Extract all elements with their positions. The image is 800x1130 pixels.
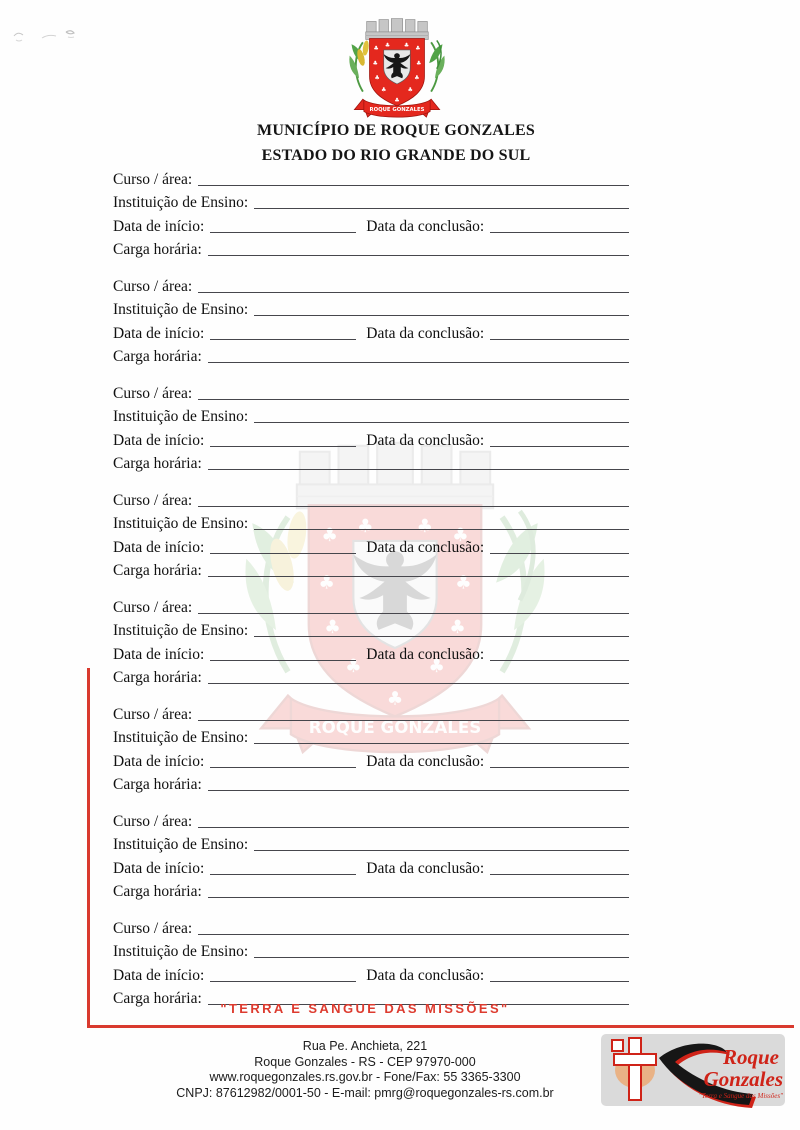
end-date-label: Data da conclusão: (366, 538, 485, 556)
course-block (113, 486, 629, 580)
dates-row (113, 212, 629, 236)
workload-label: Carga horária: (113, 562, 202, 579)
workload-label: Carga horária: (113, 348, 202, 365)
workload-label: Carga horária: (113, 669, 202, 686)
course-row (113, 486, 629, 510)
end-date-label: Data da conclusão: (366, 966, 485, 984)
course-block (113, 379, 629, 473)
course-block (113, 272, 629, 366)
workload-blank-line (208, 576, 629, 577)
institution-blank-line (254, 315, 629, 316)
start-date-blank-line (210, 660, 356, 661)
institution-blank-line (254, 208, 629, 209)
end-date-label: Data da conclusão: (366, 431, 485, 449)
workload-blank-line (208, 469, 629, 470)
end-date-label: Data da conclusão: (366, 859, 485, 877)
start-date-label: Data de início: (113, 966, 205, 984)
svg-text:♣: ♣ (414, 75, 420, 82)
red-corner-bracket (87, 668, 794, 1028)
course-label: Curso / área: (113, 277, 193, 295)
start-date-label: Data de início: (113, 538, 205, 556)
end-date-blank-line (490, 339, 629, 340)
dates-row (113, 426, 629, 450)
workload-row (113, 343, 629, 367)
course-label: Curso / área: (113, 384, 193, 402)
course-label: Curso / área: (113, 598, 193, 616)
svg-text:♣: ♣ (381, 87, 387, 94)
start-date-label: Data de início: (113, 324, 205, 342)
course-blank-line (198, 506, 629, 507)
institution-label: Instituição de Ensino: (113, 729, 249, 746)
svg-text:♣: ♣ (407, 87, 413, 94)
course-label: Curso / área: (113, 919, 193, 937)
institution-label: Instituição de Ensino: (113, 515, 249, 532)
workload-blank-line (208, 362, 629, 363)
institution-label: Instituição de Ensino: (113, 194, 249, 211)
institution-row (113, 296, 629, 320)
svg-text:♣: ♣ (403, 43, 410, 50)
footer-line-cnpj: CNPJ: 87612982/0001-50 - E-mail: pmrg@roquegonzales-rs.com.br (176, 1085, 554, 1100)
start-date-blank-line (210, 553, 356, 554)
course-block (113, 165, 629, 259)
crest-crown-icon (366, 19, 429, 40)
workload-label: Carga horária: (113, 455, 202, 472)
dates-row (113, 319, 629, 343)
institution-row (113, 510, 629, 534)
course-row (113, 272, 629, 296)
municipality-title: MUNICÍPIO DE ROQUE GONZALES (257, 122, 535, 139)
institution-label: Instituição de Ensino: (113, 943, 249, 960)
crest-cane-branch (429, 40, 444, 91)
footer-line-street: Rua Pe. Anchieta, 221 (302, 1039, 428, 1053)
workload-label: Carga horária: (113, 241, 202, 258)
start-date-blank-line (210, 339, 356, 340)
pencil-scribble-marks (8, 24, 98, 48)
logo-name-line2: Gonzales (703, 1067, 783, 1091)
end-date-blank-line (490, 660, 629, 661)
state-subtitle: ESTADO DO RIO GRANDE DO SUL (261, 147, 531, 164)
end-date-label: Data da conclusão: (366, 217, 485, 235)
institution-blank-line (254, 422, 629, 423)
institution-row (113, 189, 629, 213)
workload-row (113, 557, 629, 581)
course-blank-line (198, 399, 629, 400)
end-date-blank-line (490, 446, 629, 447)
municipal-crest (340, 12, 454, 120)
end-date-label: Data da conclusão: (366, 752, 485, 770)
svg-text:♣: ♣ (394, 98, 400, 104)
end-date-label: Data da conclusão: (366, 324, 485, 342)
municipality-logo (601, 1034, 785, 1109)
institution-label: Instituição de Ensino: (113, 836, 249, 853)
end-date-blank-line (490, 232, 629, 233)
svg-text:♣: ♣ (373, 45, 379, 52)
course-blank-line (198, 292, 629, 293)
workload-label: Carga horária: (113, 776, 202, 793)
svg-text:♣: ♣ (416, 61, 422, 68)
institution-blank-line (254, 529, 629, 530)
start-date-label: Data de início: (113, 217, 205, 235)
crest-maize-branch (349, 40, 369, 91)
workload-row (113, 236, 629, 260)
start-date-label: Data de início: (113, 431, 205, 449)
workload-label: Carga horária: (113, 883, 202, 900)
start-date-blank-line (210, 232, 356, 233)
course-blank-line (198, 613, 629, 614)
course-row (113, 165, 629, 189)
institution-blank-line (254, 636, 629, 637)
footer-line-website: www.roquegonzales.rs.gov.br - Fone/Fax: 55 3365-3300 (209, 1070, 521, 1084)
start-date-blank-line (210, 446, 356, 447)
svg-text:♣: ♣ (374, 75, 380, 82)
dates-row (113, 640, 629, 664)
crest-banner-text: ROQUE GONZALES (369, 107, 425, 113)
start-date-label: Data de início: (113, 645, 205, 663)
footer-line-city: Roque Gonzales - RS - CEP 97970-000 (254, 1054, 476, 1069)
start-date-label: Data de início: (113, 752, 205, 770)
svg-text:♣: ♣ (384, 43, 391, 50)
course-label: Curso / área: (113, 705, 193, 723)
end-date-label: Data da conclusão: (366, 645, 485, 663)
course-row (113, 593, 629, 617)
motto-text: "TERRA E SANGUE DAS MISSÕES" (220, 1001, 510, 1016)
institution-row (113, 617, 629, 641)
course-label: Curso / área: (113, 812, 193, 830)
start-date-label: Data de início: (113, 859, 205, 877)
logo-tagline: "Terra e Sangue das Missões" (698, 1092, 783, 1100)
institution-label: Instituição de Ensino: (113, 301, 249, 318)
svg-text:♣: ♣ (415, 45, 421, 52)
dates-row (113, 533, 629, 557)
workload-label: Carga horária: (113, 990, 202, 1007)
logo-name-line1: Roque (722, 1045, 779, 1069)
workload-blank-line (208, 255, 629, 256)
course-label: Curso / área: (113, 491, 193, 509)
course-row (113, 379, 629, 403)
workload-row (113, 450, 629, 474)
end-date-blank-line (490, 553, 629, 554)
svg-text:♣: ♣ (372, 61, 378, 68)
institution-label: Instituição de Ensino: (113, 408, 249, 425)
course-blank-line (198, 185, 629, 186)
course-label: Curso / área: (113, 170, 193, 188)
institution-row (113, 403, 629, 427)
institution-label: Instituição de Ensino: (113, 622, 249, 639)
